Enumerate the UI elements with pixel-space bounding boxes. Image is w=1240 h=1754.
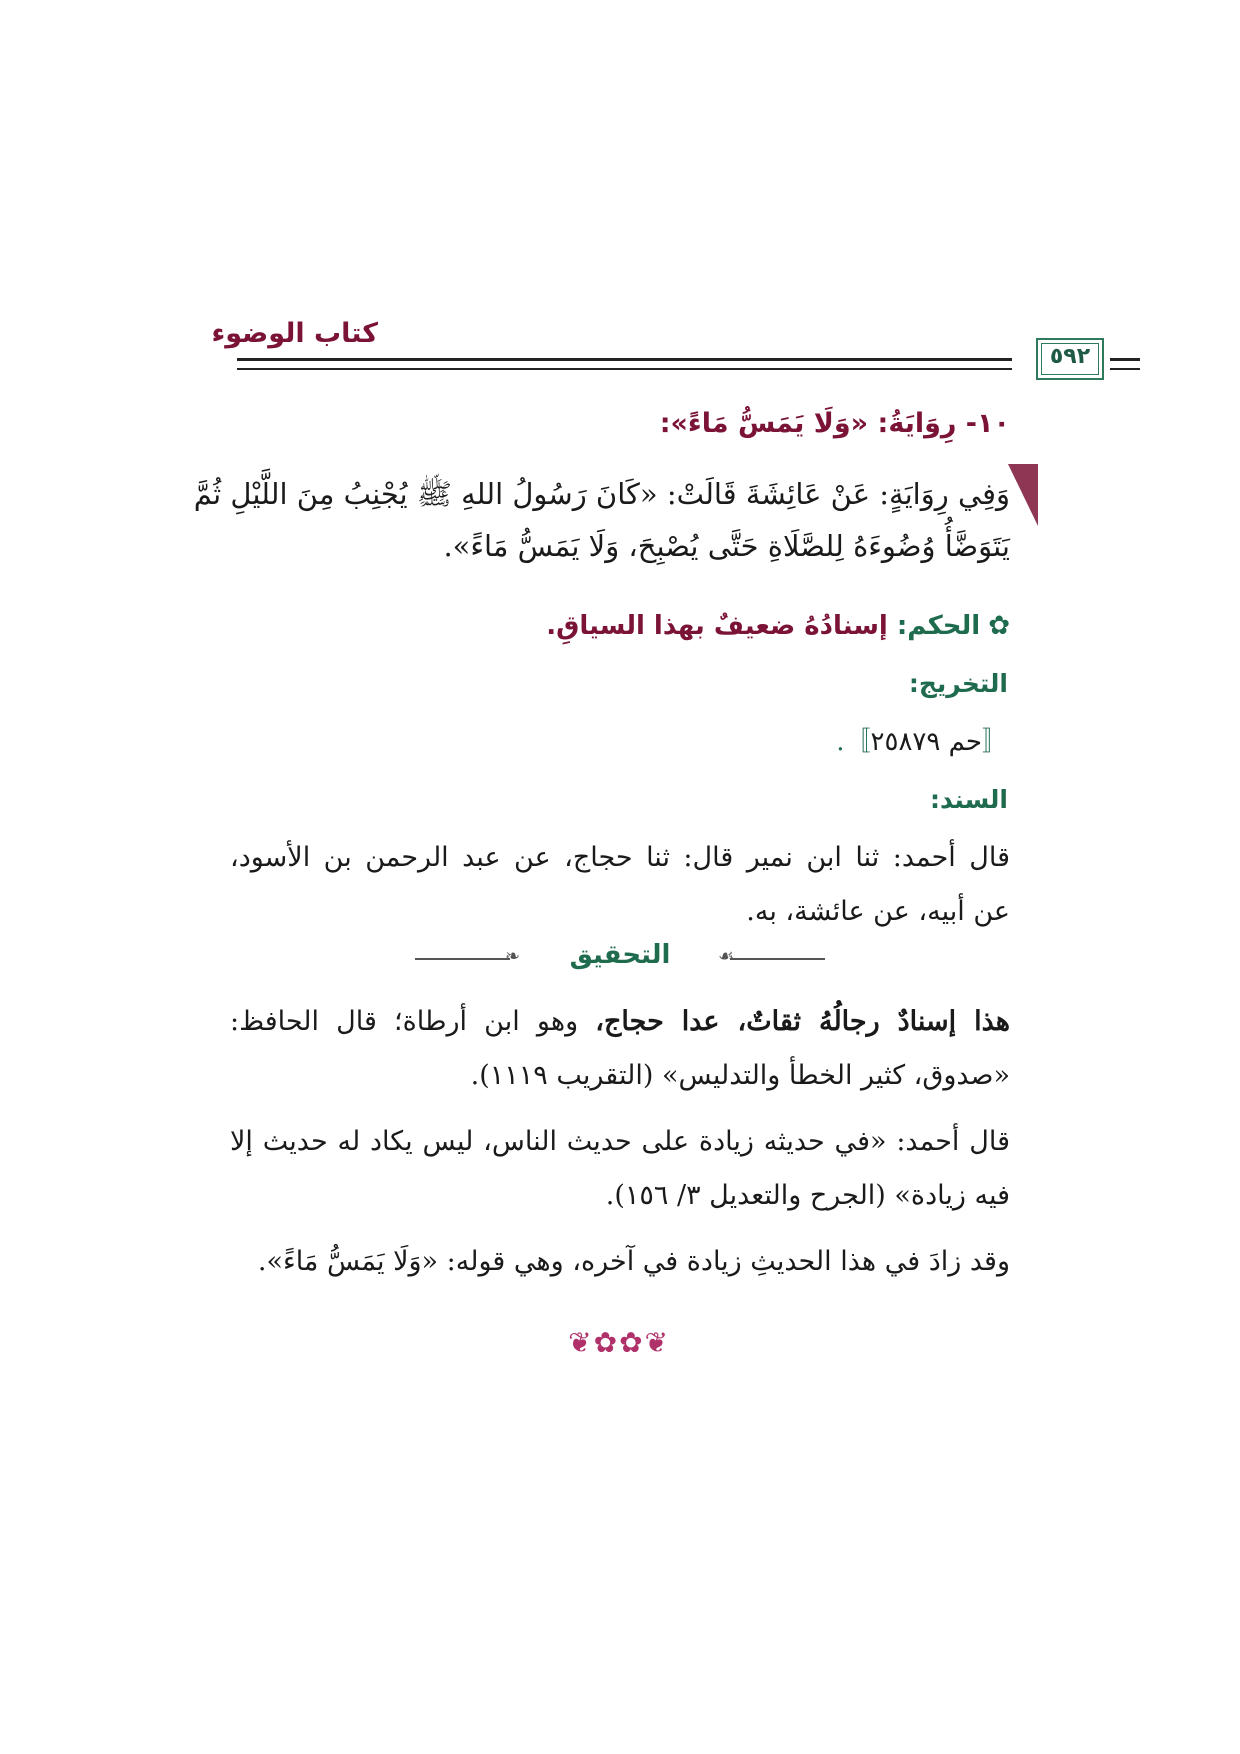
tahqiq-paragraph-2-line-1: قال أحمد: «في حديثه زيادة على حديث الناس، ليس يكاد له حديث إلا bbox=[230, 1126, 1010, 1157]
header-rule-tail-bottom bbox=[1110, 368, 1140, 370]
hadith-line-1: وَفِي رِوَايَةٍ: عَنْ عَائِشَةَ قَالَتْ: «كَانَ رَسُولُ اللهِ ﷺ يُجْنِبُ مِنَ اللَّيْلِ ثُمَّ bbox=[193, 477, 1010, 511]
ruling-text: إسنادُهُ ضعيفٌ بهذا السياقِ. bbox=[546, 611, 888, 641]
divider-line-right bbox=[730, 958, 825, 960]
divider-ornament-left-icon: ❧ bbox=[505, 946, 521, 967]
open-bracket: 〚 bbox=[981, 727, 1008, 757]
ruling-label: الحكم: bbox=[896, 611, 981, 641]
sanad-line-1: قال أحمد: ثنا ابن نمير قال: ثنا حجاج، عن عبد الرحمن بن الأسود، bbox=[230, 842, 1010, 873]
page-number: ٥٩٢ bbox=[1049, 344, 1091, 369]
section-title: ١٠- رِوَايَةُ: «وَلَا يَمَسُّ مَاءً»: bbox=[659, 408, 1010, 439]
hadith-line-2: يَتَوَضَّأُ وُضُوءَهُ لِلصَّلَاةِ حَتَّى يُصْبِحَ، وَلَا يَمَسُّ مَاءً». bbox=[443, 529, 1010, 563]
close-bracket: 〛. bbox=[836, 727, 871, 757]
sanad-line-2: عن أبيه، عن عائشة، به. bbox=[746, 896, 1010, 927]
takhrij-reference: حم ٢٥٨٧٩ bbox=[870, 727, 982, 757]
takhrij-heading: التخريج: bbox=[908, 669, 1008, 698]
sanad-heading: السند: bbox=[929, 785, 1008, 814]
tahqiq-paragraph-3: وقد زادَ في هذا الحديثِ زيادة في آخره، وهي قوله: «وَلَا يَمَسُّ مَاءً». bbox=[257, 1246, 1010, 1277]
tahqiq-paragraph-1-line-1 bbox=[230, 1002, 1010, 1042]
running-header-book-title: كتاب الوضوء bbox=[211, 318, 378, 349]
flower-icon: ✿ bbox=[988, 611, 1010, 641]
header-rule-top bbox=[237, 358, 1012, 361]
tahqiq-heading: التحقيق bbox=[569, 940, 671, 970]
tahqiq-bold-phrase: هذا إسنادٌ رجالُهُ ثقاتٌ، عدا حجاج، bbox=[595, 1006, 1010, 1037]
tahqiq-phrase-rest: وهو ابن أرطاة؛ قال الحافظ: bbox=[230, 1006, 596, 1037]
header-rule-bottom bbox=[237, 368, 1012, 370]
ruling bbox=[230, 606, 1010, 646]
takhrij-reference-line bbox=[228, 722, 1008, 762]
divider-ornament-right-icon: ☙ bbox=[718, 946, 735, 967]
end-ornament-icon: ❦✿✿❦ bbox=[568, 1326, 670, 1359]
tahqiq-paragraph-1-line-2: «صدوق، كثير الخطأ والتدليس» (التقريب ١١١٩). bbox=[470, 1060, 1010, 1091]
page-number-frame bbox=[1036, 338, 1104, 380]
tahqiq-paragraph-2-line-2: فيه زيادة» (الجرح والتعديل ٣/ ١٥٦). bbox=[605, 1180, 1010, 1211]
divider-line-left bbox=[415, 958, 510, 960]
header-rule-tail-top bbox=[1110, 358, 1140, 361]
corner-ornament bbox=[1008, 464, 1038, 526]
